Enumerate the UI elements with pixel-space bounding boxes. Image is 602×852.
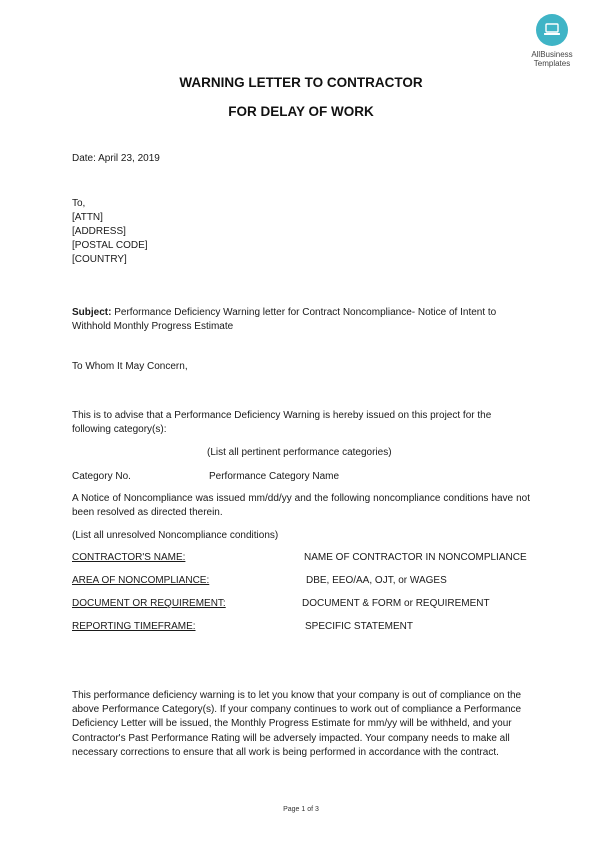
address-postal: [POSTAL CODE] [72, 240, 148, 251]
salutation: To Whom It May Concern, [72, 361, 188, 372]
logo-text [524, 50, 580, 68]
document-subtitle: FOR DELAY OF WORK [228, 104, 374, 119]
recipient-address [72, 197, 148, 267]
intro-paragraph: This is to advise that a Performance Deficiency Warning is hereby issued on this project for the following category(s): [72, 410, 492, 436]
logo-line-1: AllBusiness [531, 50, 573, 59]
subject-text: Performance Deficiency Warning letter for Contract Noncompliance- Notice of Intent to Withhold Monthly Progress Estimate [72, 307, 497, 333]
reporting-timeframe-label: REPORTING TIMEFRAME: [72, 621, 196, 632]
reporting-timeframe-value: SPECIFIC STATEMENT [305, 621, 413, 632]
logo-line-2: Templates [533, 59, 571, 68]
area-noncompliance-label: AREA OF NONCOMPLIANCE: [72, 575, 210, 586]
document-requirement-value: DOCUMENT & FORM or REQUIREMENT [302, 598, 490, 609]
document-requirement-label: DOCUMENT OR REQUIREMENT: [72, 598, 226, 609]
subject-line [72, 306, 530, 334]
contractor-name-value: NAME OF CONTRACTOR IN NONCOMPLIANCE [304, 552, 527, 563]
area-noncompliance-value: DBE, EEO/AA, OJT, or WAGES [306, 575, 447, 586]
unresolved-note: (List all unresolved Noncompliance conditions) [72, 530, 279, 541]
category-no-label: Category No. [72, 471, 131, 482]
page-number: Page 1 of 3 [283, 806, 319, 813]
letter-date: Date: April 23, 2019 [72, 153, 160, 164]
subject-label: Subject: [72, 307, 112, 318]
laptop-icon [536, 14, 568, 46]
brand-logo[interactable] [524, 14, 580, 68]
address-to: To, [72, 198, 86, 209]
notice-paragraph: A Notice of Noncompliance was issued mm/dd/yy and the following noncompliance conditions have not been resolved as directed therein. [72, 493, 530, 519]
closing-paragraph: This performance deficiency warning is to let you know that your company is out of compliance on the above Performance Category(s). If your company continues to work out of compliance a Performance Deficiency Letter will be issued, the Monthly Progress Estimate for mm/yy will be withheld, and your Contractor's Past Performance Rating will be adversely impacted. Your company needs to make all necessary corrections to ensure that all work is being performed in accordance with the contract. [72, 690, 522, 758]
address-attn: [ATTN] [72, 212, 103, 223]
contractor-name-label: CONTRACTOR'S NAME: [72, 552, 186, 563]
address-line: [ADDRESS] [72, 226, 126, 237]
address-country: [COUNTRY] [72, 254, 127, 265]
category-name-label: Performance Category Name [209, 471, 340, 482]
document-title: WARNING LETTER TO CONTRACTOR [179, 75, 423, 90]
list-categories-note: (List all pertinent performance categories) [207, 447, 392, 458]
